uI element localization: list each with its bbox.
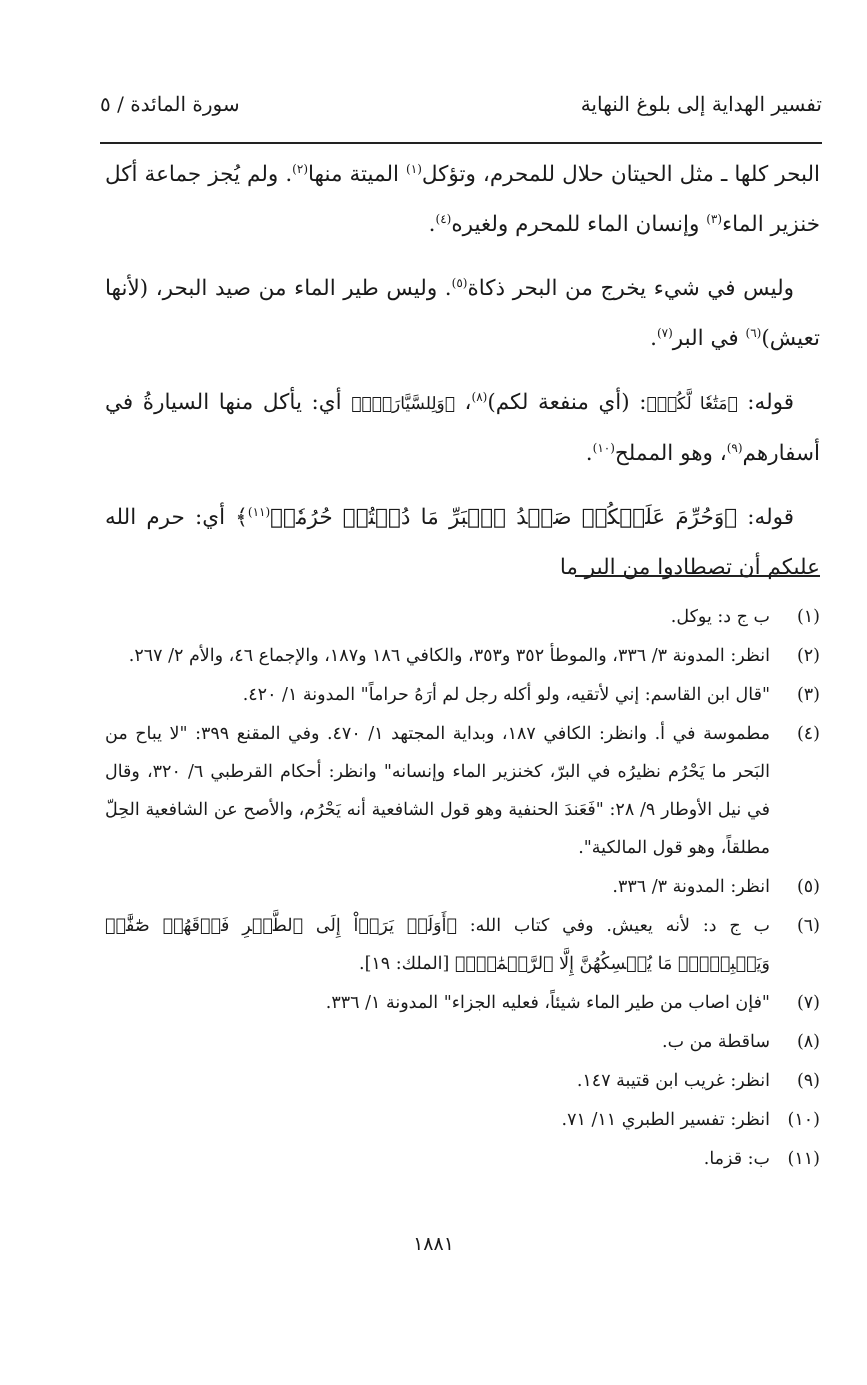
footnote-number: (١٠)	[787, 1110, 820, 1130]
text-run: ﴿وَحُرِّمَ عَلَيۡكُمۡ صَيۡدُ ٱلۡبَرِّ مَا دُمۡتُمۡ حُرُمٗاۗ	[270, 505, 738, 530]
footnote-text: انظر: غريب ابن قتيبة ١٤٧.	[576, 1071, 770, 1091]
text-run: .	[585, 441, 593, 466]
footnote-divider	[575, 575, 820, 577]
footnote-item	[105, 1140, 820, 1178]
footnote-marker: (٧)	[656, 325, 673, 340]
footnote-text: ساقطة من ب.	[662, 1032, 770, 1052]
header-divider	[100, 142, 822, 144]
footnote-number: (١١)	[787, 1149, 820, 1169]
footnote-marker: (١١)	[247, 504, 271, 519]
footnote-number: (٧)	[796, 993, 820, 1013]
footnote-marker: (١)	[406, 161, 422, 176]
footnote-item	[105, 676, 820, 714]
footnote-marker: (٦)	[745, 325, 762, 340]
footnote-text: مطموسة في أ. وانظر: الكافي ١٨٧، وبداية المجتهد ١/ ٤٧٠. وفي المقنع ٣٩٩: "لا يباح من البَحر ما يَحْرُم نظيرُه في البرّ، كخنزير الماء وإنسانه" وانظر: أحكام القرطبي ٦/ ٣٢٠، وقال في نيل الأوطار ٩/ ٢٨: "فَعَندَ الحنفية وهو قول الشافعية أنه يَحْرُم، والأصح عن الشافعية الحِلّ مطلقاً، وهو قول المالكية".	[105, 724, 770, 858]
text-run: وإنسان الماء للمحرم ولغيره	[451, 212, 707, 237]
footnote-marker: (١٠)	[592, 440, 615, 455]
text-run: . وليس طير الماء من صيد البحر، (لأنها تعيش)	[105, 276, 820, 351]
text-run: : (أي منفعة لكم)	[487, 390, 647, 415]
main-text	[105, 150, 820, 607]
footnote-text: "فإن اصاب من طير الماء شيئاً، فعليه الجزاء" المدونة ١/ ٣٣٦.	[325, 993, 770, 1013]
footnote-number: (٢)	[796, 646, 820, 666]
footnote-item	[105, 715, 820, 867]
footnote-item	[105, 598, 820, 636]
footnote-text: ب: قزما.	[703, 1149, 770, 1169]
footnote-marker: (٨)	[471, 389, 488, 404]
body-paragraph	[105, 493, 820, 593]
page-number: ١٨٨١	[413, 1233, 454, 1255]
book-title: تفسير الهداية إلى بلوغ النهاية	[580, 92, 822, 116]
footnote-marker: (٣)	[706, 211, 723, 226]
footnote-item	[105, 1062, 820, 1100]
footnote-number: (٩)	[796, 1071, 820, 1091]
body-paragraph	[105, 264, 820, 364]
footnote-item	[105, 868, 820, 906]
text-run: في البر	[672, 326, 746, 351]
footnote-number: (١)	[796, 607, 820, 627]
footnote-text: ب ج د: يوكل.	[670, 607, 770, 627]
text-run: وليس في شيء يخرج من البحر ذكاة	[467, 276, 794, 301]
footnote-number: (٥)	[796, 877, 820, 897]
text-run: الميتة منها	[308, 162, 407, 187]
footnotes	[105, 598, 820, 1179]
footnote-item	[105, 1023, 820, 1061]
footnote-number: (٤)	[796, 724, 820, 744]
quran-quote: ﴿مَتَٰعٗا لَّكُمۡ﴾	[646, 394, 738, 414]
text-run: . ولم يُجز جماعة أكل خنزير الماء	[105, 162, 820, 237]
quran-quote: ﴿وَلِلسَّيَّارَةِۖ﴾	[351, 394, 455, 414]
footnote-number: (٦)	[796, 916, 820, 936]
text-run: ، وهو المملح	[614, 441, 727, 466]
footnote-number: (٣)	[796, 685, 820, 705]
text-run: .	[428, 212, 436, 237]
footnote-marker: (٩)	[726, 440, 743, 455]
text-run: ﴾ أي: حرم الله عليكم أن تصطادوا من البر ما	[105, 505, 820, 580]
footnote-text: انظر: تفسير الطبري ١١/ ٧١.	[561, 1110, 770, 1130]
footnote-text: ب ج د: لأنه يعيش. وفي كتاب الله: ﴿أَوَلَمۡ يَرَوۡاْ إِلَى ٱلطَّيۡرِ فَوۡقَهُمۡ صَٰٓفَّٰتٖ وَيَقۡبِضۡنَۚ مَا يُمۡسِكُهُنَّ إِلَّا ٱلرَّحۡمَٰنُۚ﴾ [الملك: ١٩].	[105, 916, 770, 974]
text-run: قوله:	[737, 505, 795, 530]
footnote-item	[105, 637, 820, 675]
footnote-item	[105, 1101, 820, 1139]
text-run: البحر كلها ـ مثل الحيتان حلال للمحرم، وتؤكل	[421, 162, 820, 187]
text-run: .	[650, 326, 657, 351]
text-run: قوله:	[737, 390, 795, 415]
running-header	[100, 92, 822, 116]
body-paragraph	[105, 150, 820, 250]
footnote-text: انظر: المدونة ٣/ ٣٣٦.	[612, 877, 770, 897]
footnote-item	[105, 984, 820, 1022]
text-run: أي: يأكل منها السيارةُ في أسفارهم	[105, 390, 820, 466]
footnote-marker: (٥)	[451, 275, 468, 290]
footnote-item	[105, 907, 820, 983]
text-run: ،	[454, 390, 472, 415]
footnote-marker: (٤)	[435, 211, 452, 226]
body-paragraph	[105, 378, 820, 479]
surah-reference: سورة المائدة / ٥	[100, 92, 240, 116]
footnote-text: "قال ابن القاسم: إني لأتقيه، ولو أكله رجل لم أرَهُ حراماً" المدونة ١/ ٤٢٠.	[242, 685, 770, 705]
footnote-number: (٨)	[796, 1032, 820, 1052]
footnote-text: انظر: المدونة ٣/ ٣٣٦، والموطأ ٣٥٢ و٣٥٣، والكافي ١٨٦ و١٨٧، والإجماع ٤٦، والأم ٢/ ٢٦٧.	[128, 646, 770, 666]
footnote-marker: (٢)	[292, 161, 308, 176]
